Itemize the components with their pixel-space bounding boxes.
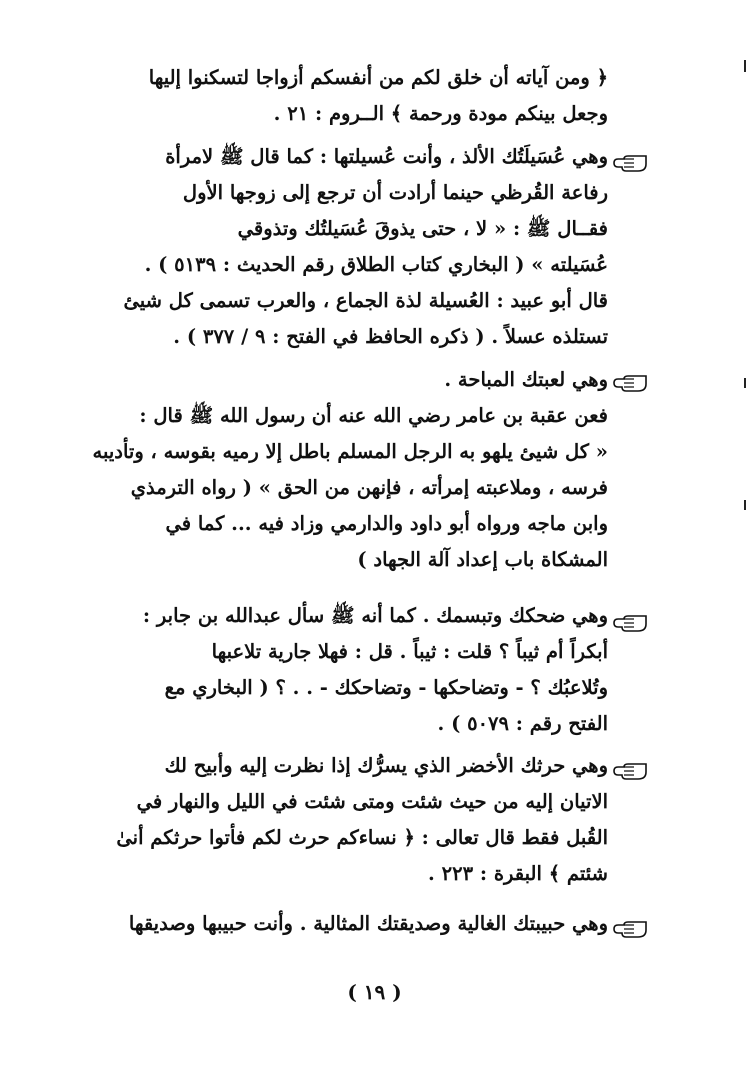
text-line: وتُلاعبُك ؟ - وتضاحكها - وتضاحكك - . . ؟ ( البخاري مع <box>164 676 608 699</box>
quran-verse-paragraph <box>60 60 608 132</box>
bullet-paragraph-beloved <box>60 906 608 942</box>
text-line: قال أبو عبيد : العُسيلة لذة الجماع ، والعرب تسمى كل شيئ <box>123 289 608 312</box>
pointing-hand-icon <box>612 152 648 174</box>
text-line: شئتم ﴾ البقرة : ٢٢٣ . <box>428 862 608 885</box>
text-line: وابن ماجه ورواه أبو داود والدارمي وزاد فيه ... كما في <box>165 512 608 535</box>
bullet-paragraph-honey <box>60 139 608 355</box>
text-line: فقــال ﷺ : « لا ، حتى يذوقَ عُسَيلتُك وتذوقي <box>237 217 608 240</box>
bullet-paragraph-laughter <box>60 598 608 742</box>
text-line: وهي حرثك الأخضر الذي يسرُّك إذا نظرت إليه وأبيح لك <box>164 754 608 777</box>
text-line: الفتح رقم : ٥٠٧٩ ) . <box>437 712 608 735</box>
text-line: وهي عُسَيلَتُك الألذ ، وأنت عُسيلتها : كما قال ﷺ لامرأة <box>165 145 608 168</box>
text-line: أبكراً أم ثيباً ؟ قلت : ثيباً . قل : فهلا جارية تلاعبها <box>211 640 608 663</box>
pointing-hand-icon <box>612 760 648 782</box>
scan-edge-mark <box>744 378 746 388</box>
text-line: رفاعة القُرظي حينما أرادت أن ترجع إلى زوجها الأول <box>182 181 608 204</box>
hadith-paragraph <box>60 398 608 578</box>
text-line: « كل شيئ يلهو به الرجل المسلم باطل إلا رميه بقوسه ، وتأديبه <box>92 440 608 463</box>
text-line: وهي لعبتك المباحة . <box>444 368 608 391</box>
text-line: القُبل فقط قال تعالى : ﴿ نساءكم حرث لكم فأتوا حرثكم أنىٰ <box>116 826 608 849</box>
text-line: تستلذه عسلاً . ( ذكره الحافظ في الفتح : ٩ / ٣٧٧ ) . <box>173 325 608 348</box>
pointing-hand-icon <box>612 372 648 394</box>
text-line: وجعل بينكم مودة ورحمة ﴾ الــروم : ٢١ . <box>273 102 608 125</box>
text-line: وهي حبيبتك الغالية وصديقتك المثالية . وأنت حبيبها وصديقها <box>128 912 608 935</box>
pointing-hand-icon <box>612 918 648 940</box>
text-line: المشكاة باب إعداد آلة الجهاد ) <box>357 548 608 571</box>
text-line: عُسَيلته » ( البخاري كتاب الطلاق رقم الحديث : ٥١٣٩ ) . <box>144 253 608 276</box>
text-line: الاتيان إليه من حيث شئت ومتى شئت في الليل والنهار في <box>136 790 608 813</box>
text-line: فرسه ، وملاعبته إمرأته ، فإنهن من الحق » ( رواه الترمذي <box>130 476 608 499</box>
bullet-paragraph-play <box>60 362 608 398</box>
text-line: وهي ضحكك وتبسمك . كما أنه ﷺ سأل عبدالله بن جابر : <box>142 604 608 627</box>
text-line: ﴿ ومن آياته أن خلق لكم من أنفسكم أزواجا لتسكنوا إليها <box>148 66 608 89</box>
page-number: ( ١٩ ) <box>347 980 402 1004</box>
bullet-paragraph-tilth <box>60 748 608 892</box>
scan-edge-mark <box>744 500 746 510</box>
pointing-hand-icon <box>612 612 648 634</box>
text-line: فعن عقبة بن عامر رضي الله عنه أن رسول الله ﷺ قال : <box>139 404 608 427</box>
scan-edge-mark <box>744 60 746 72</box>
